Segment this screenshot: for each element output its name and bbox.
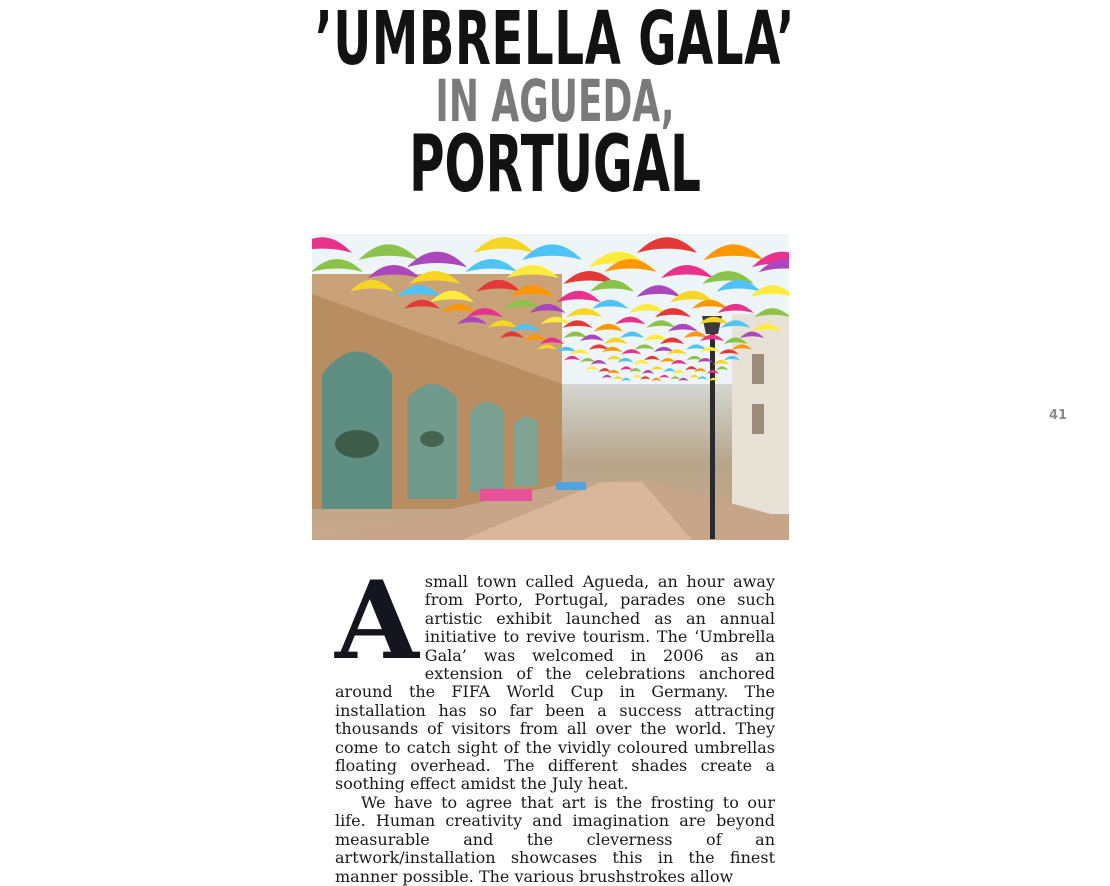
paragraph-1 — [335, 558, 775, 794]
title-line-2: IN AGUEDA, — [435, 67, 675, 135]
article-body — [335, 558, 775, 886]
title-line-1: ’UMBRELLA GALA’ — [315, 0, 795, 82]
paragraph-1-text: small town called Agueda, an hour away from Porto, Portugal, parades one such artistic exhibit launched as an annual initiative to revive tourism. The ‘Umbrella Gala’ was welcomed in 2006 as an extension of the celebrations anchored around the FIFA World Cup in Germany. The installation has so far been a success attracting thousands of visitors from all over the world. They come to catch sight of the vividly coloured umbrellas floating overhead. The different shades create a soothing effect amidst the July heat. — [335, 572, 775, 794]
drop-cap: A — [335, 558, 419, 684]
photo-illustration — [312, 234, 789, 540]
title-line-3: PORTUGAL — [409, 120, 701, 210]
page-number: 41 — [1049, 408, 1068, 423]
paragraph-2: We have to agree that art is the frosting to our life. Human creativity and imagination are beyond measurable and the cleverness of an artwork/installation showcases this in the finest manner possible. The various brushstrokes allow — [335, 792, 775, 886]
street-umbrellas-photo — [312, 234, 789, 540]
